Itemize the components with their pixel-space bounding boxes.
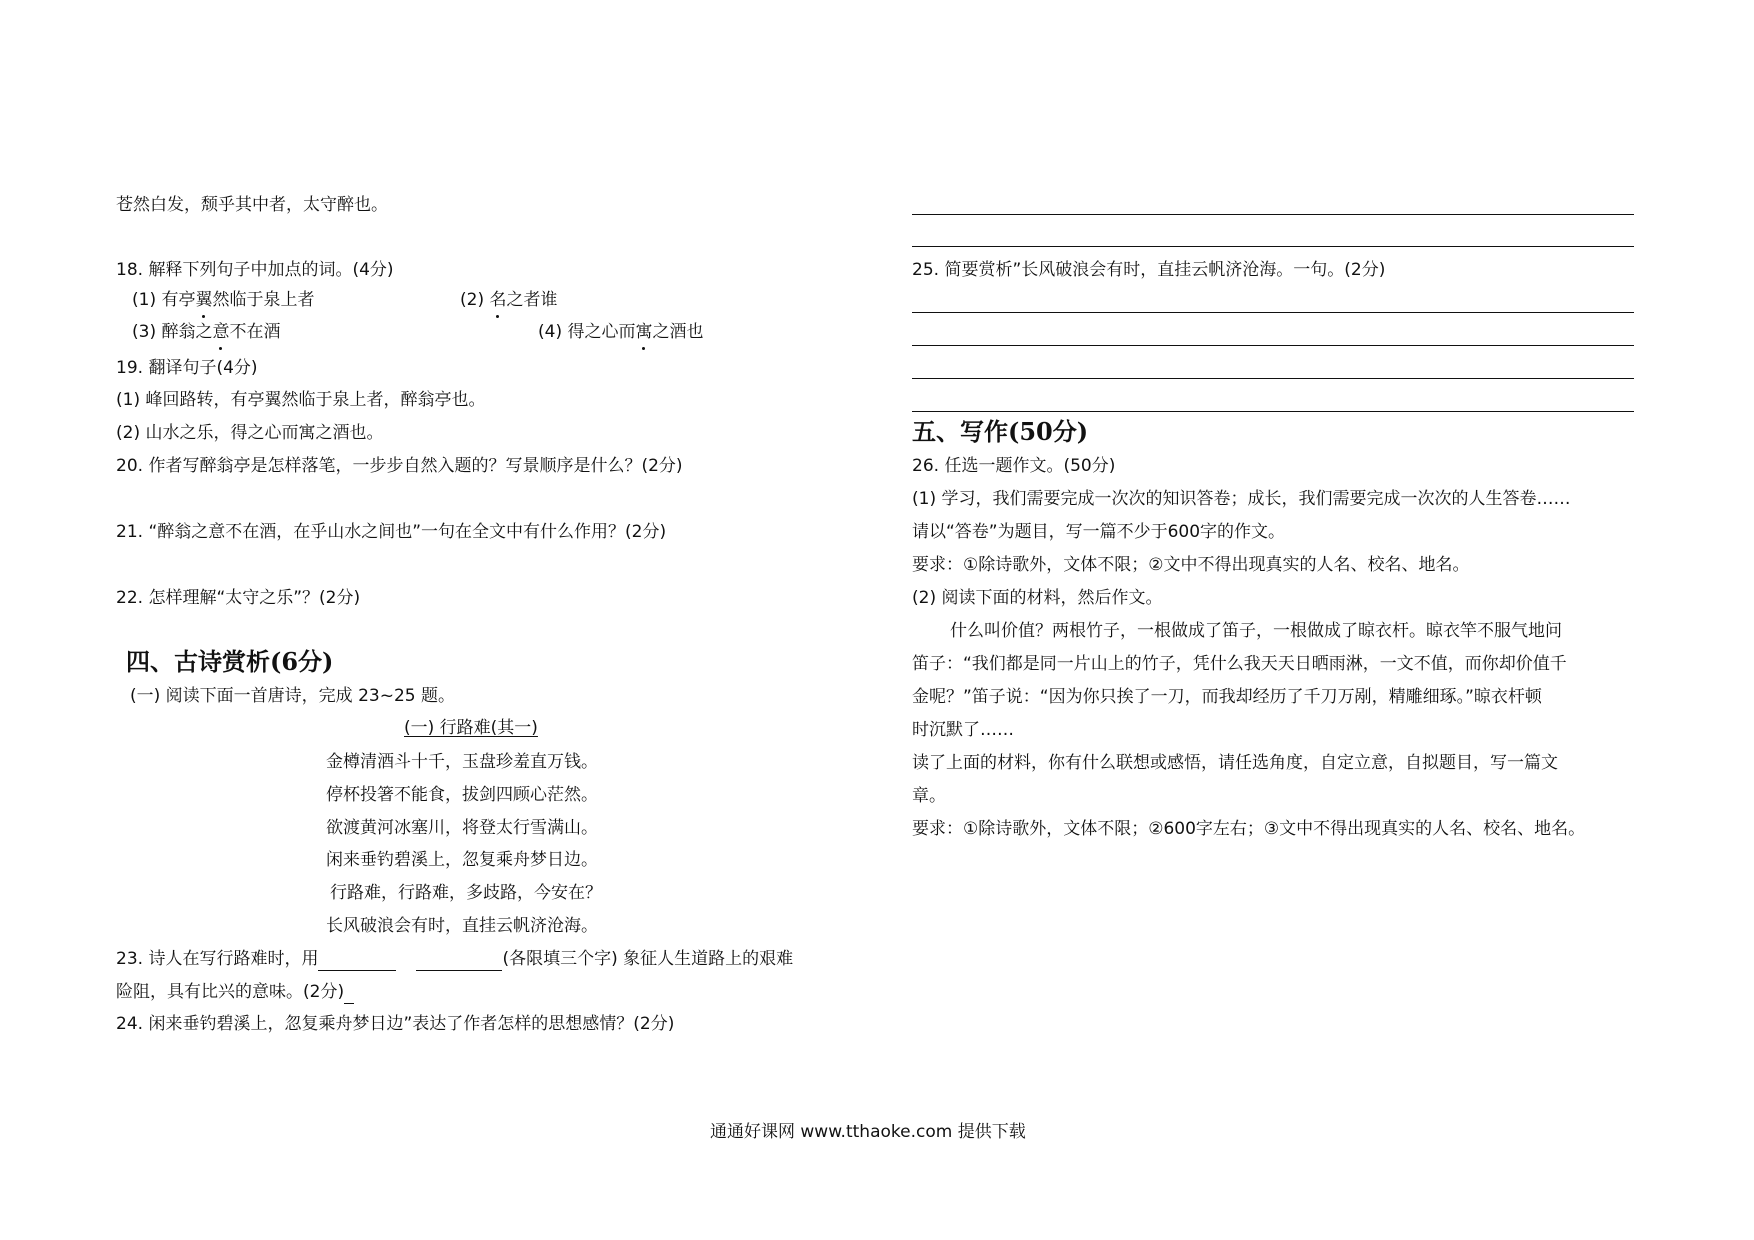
- answer-blank-2[interactable]: [416, 952, 502, 971]
- poem-line: 闲来垂钓碧溪上，忽复乘舟梦日边。: [326, 850, 598, 870]
- answer-line[interactable]: [912, 411, 1634, 412]
- answer-line[interactable]: [912, 378, 1634, 379]
- poem-title: (一) 行路难(其一): [404, 718, 538, 738]
- question-20: 20. 作者写醉翁亭是怎样落笔，一步步自然入题的？写景顺序是什么？(2分): [116, 456, 683, 476]
- question-18-item-3: (3) 醉翁之意不在酒: [132, 322, 281, 342]
- question-24: 24. 闲来垂钓碧溪上，忽复乘舟梦日边”表达了作者怎样的思想感情？(2分): [116, 1014, 675, 1034]
- section-4-heading: 四、古诗赏析(6分): [126, 647, 334, 676]
- question-19-sentence-2: (2) 山水之乐，得之心而寓之酒也。: [116, 423, 384, 443]
- answer-line[interactable]: [912, 312, 1634, 313]
- emphasis-dot-word: 寓: [635, 322, 653, 342]
- emphasis-dot-word: 翼: [195, 290, 213, 310]
- answer-line[interactable]: [912, 345, 1634, 346]
- emphasis-dot-word: 名: [489, 290, 507, 310]
- question-25: 25. 简要赏析”长风破浪会有时，直挂云帆济沧海。一句。(2分): [912, 260, 1386, 280]
- question-18-title: 18. 解释下列句子中加点的词。(4分): [116, 260, 394, 280]
- emphasis-dot-word: 意: [212, 322, 230, 342]
- essay-prompt-line: 读了上面的材料，你有什么联想或感悟，请任选角度，自定立意，自拟题目，写一篇文: [912, 753, 1558, 773]
- material-paragraph-line: 笛子：“我们都是同一片山上的竹子，凭什么我天天日晒雨淋，一文不值，而你却价值千: [912, 654, 1567, 674]
- page-footer: 通通好课网 www.tthaoke.com 提供下载: [710, 1122, 1026, 1142]
- poem-line: 长风破浪会有时，直挂云帆济沧海。: [326, 916, 598, 936]
- passage-end-line: 苍然白发，颓乎其中者，太守醉也。: [116, 195, 388, 215]
- answer-blank-1[interactable]: [318, 952, 396, 971]
- section-5-heading: 五、写作(50分): [912, 417, 1089, 446]
- question-21: 21. “醉翁之意不在酒，在乎山水之间也”一句在全文中有什么作用？(2分): [116, 522, 667, 542]
- section-4-intro: (一) 阅读下面一首唐诗，完成 23~25 题。: [130, 686, 455, 706]
- question-18-item-2: (2) 名之者谁: [460, 290, 558, 310]
- question-19-sentence-1: (1) 峰回路转，有亭翼然临于泉上者，醉翁亭也。: [116, 390, 486, 410]
- essay-prompt-line: (1) 学习，我们需要完成一次次的知识答卷；成长，我们需要完成一次次的人生答卷……: [912, 489, 1571, 509]
- poem-line: 行路难，行路难，多歧路，今安在？: [330, 883, 602, 903]
- answer-line[interactable]: [912, 214, 1634, 215]
- answer-blank-3[interactable]: [344, 985, 354, 1004]
- poem-line: 欲渡黄河冰塞川，将登太行雪满山。: [326, 818, 598, 838]
- question-18-item-4: (4) 得之心而寓之酒也: [538, 322, 704, 342]
- poem-line: 金樽清酒斗十千，玉盘珍羞直万钱。: [326, 752, 598, 772]
- essay-prompt-line: 请以“答卷”为题目，写一篇不少于600字的作文。: [912, 522, 1286, 542]
- question-26: 26. 任选一题作文。(50分): [912, 456, 1116, 476]
- essay-requirement: 要求：①除诗歌外，文体不限；②600字左右；③文中不得出现真实的人名、校名、地名。: [912, 819, 1586, 839]
- essay-prompt-line: 章。: [912, 786, 946, 806]
- essay-prompt-line: (2) 阅读下面的材料，然后作文。: [912, 588, 1163, 608]
- question-23-continued: 险阻，具有比兴的意味。(2分): [116, 980, 354, 1004]
- answer-line[interactable]: [912, 246, 1634, 247]
- question-22: 22. 怎样理解“太守之乐”？(2分): [116, 588, 361, 608]
- essay-requirement: 要求：①除诗歌外，文体不限；②文中不得出现真实的人名、校名、地名。: [912, 555, 1470, 575]
- question-18-item-1: (1) 有亭翼然临于泉上者: [132, 290, 315, 310]
- question-23: 23. 诗人在写行路难时，用 (各限填三个字) 象征人生道路上的艰难: [116, 949, 794, 969]
- material-paragraph-line: 什么叫价值？两根竹子，一根做成了笛子，一根做成了晾衣杆。晾衣竿不服气地问: [950, 621, 1562, 641]
- material-paragraph-line: 金呢？”笛子说：“因为你只挨了一刀，而我却经历了千刀万剐，精雕细琢。”晾衣杆顿: [912, 687, 1542, 707]
- poem-line: 停杯投箸不能食，拔剑四顾心茫然。: [326, 785, 598, 805]
- material-paragraph-line: 时沉默了……: [912, 720, 1014, 740]
- question-19-title: 19. 翻译句子(4分): [116, 358, 258, 378]
